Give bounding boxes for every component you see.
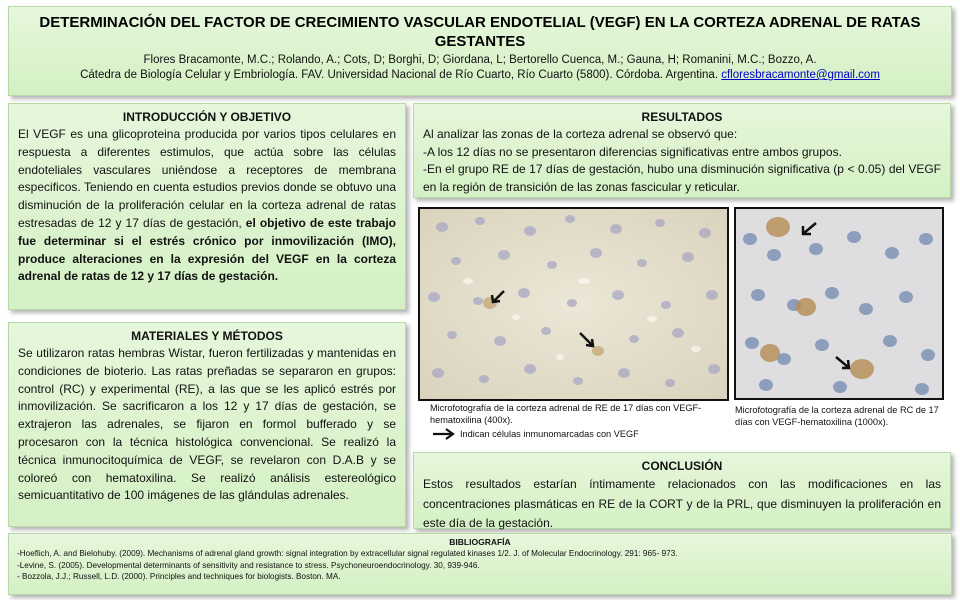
bibliography-item: - Bozzola, J.J.; Russell, L.D. (2000). Principles and techniques for biologists. Boston. MA.	[17, 572, 341, 581]
results-panel	[413, 103, 951, 198]
results-text	[414, 126, 950, 196]
conclusion-text: Estos resultados estarían íntimamente relacionados con las modificaciones en las concentraciones plasmáticas en RE de la CORT y de la PRL, que disminuyen la proliferación en este día de la gestación.	[423, 477, 941, 530]
caption-1000x: Microfotografía de la corteza adrenal de RC de 17 días con VEGF-hematoxilina (1000x).	[735, 405, 939, 427]
poster-title: DETERMINACIÓN DEL FACTOR DE CRECIMIENTO VASCULAR ENDOTELIAL (VEGF) EN LA CORTEZA ADRENAL DE RATAS GESTANTES	[39, 14, 921, 50]
authors: Flores Bracamonte, M.C.; Rolando, A.; Cots, D; Borghi, D; Giordana, L; Bertorello Cuenca, M.; Gauna, H; Romanini, M.C.; Bozzo, A.	[143, 54, 817, 66]
bibliography-heading: BIBLIOGRAFÍA	[449, 537, 511, 547]
arrow-legend-text: Indican células inmunomarcadas con VEGF	[460, 429, 639, 439]
intro-text-plain: El VEGF es una glicoproteina producida por varios tipos celulares en respuesta a diferentes estimulos, que actúa sobre las células endoteliales vasculares uniéndose a receptores de membrana especificos. Teniendo en cuenta estudios previos donde se obtuvo una disminución de la proliferación celular en la corteza adrenal de ratas estresadas de 12 y 17 días de gestación,	[18, 127, 396, 230]
bibliography-item: -Levine, S. (2005). Developmental determinants of sensitivity and resistance to stress. Psychoneuroendocrinology. 30, 939-946.	[17, 560, 480, 570]
bibliography-item: -Hoeflich, A. and Bielohuby. (2009). Mechanisms of adrenal gland growth: signal integration by extracellular signal regulated kinases 1/2. J. of Molecular Endocrinology. 291: 965- 973.	[17, 549, 678, 558]
intro-text	[9, 126, 405, 286]
results-line-2: -A los 12 días no se presentaron diferencias significativas entre ambos grupos.	[423, 144, 842, 159]
micrograph-400x	[418, 207, 729, 401]
affiliation-line	[9, 68, 951, 83]
arrow-icon	[432, 428, 456, 440]
methods-heading: MATERIALES Y MÉTODOS	[131, 329, 283, 343]
conclusion-heading: CONCLUSIÓN	[641, 459, 723, 473]
intro-heading: INTRODUCCIÓN Y OBJETIVO	[122, 110, 292, 124]
methods-text: Se utilizaron ratas hembras Wistar, fueron fertilizadas y mantenidas en condiciones de bioterio. Las ratas preñadas se separaron en grupos: control (RC) y experimental (RE), a las que se les aplicó estrés por inmovilización. Se sacrificaron a los 12 y 17 días de gestación, se extrajeron las adrenales, se fijaron en formol bufferado y se procesaron con la técnica histológica convencional. Se realizó la técnica inmunocitoquímica de VEGF, se revelaron con D.A.B y se coloreó con hematoxilina. Se realizó análisis estereológico semicuantitativo de 100 imágenes de las glándulas adrenales.	[18, 346, 396, 503]
title-panel	[8, 6, 952, 96]
results-line-3: -En el grupo RE de 17 días de gestación, hubo una disminución significativa (p < 0.05) del VEGF en la región de transición de las zonas fascicular y reticular.	[423, 162, 941, 194]
results-heading: RESULTADOS	[641, 110, 723, 124]
conclusion-panel	[413, 452, 951, 529]
bibliography-panel	[8, 533, 952, 595]
micrograph-1000x	[734, 207, 944, 400]
affiliation: Cátedra de Biología Celular y Embriología. FAV. Universidad Nacional de Río Cuarto, Río Cuarto (5800). Córdoba. Argentina.	[80, 69, 719, 81]
email-link[interactable]: cfloresbracamonte@gmail.com	[721, 69, 880, 81]
results-line-1: Al analizar las zonas de la corteza adrenal se observó que:	[423, 127, 738, 141]
arrow-legend	[432, 428, 639, 440]
micrograph-400x-image	[420, 209, 727, 399]
caption-400x: Microfotografía de la corteza adrenal de RE de 17 días con VEGF-hematoxilina (400x).	[430, 403, 702, 425]
intro-objective: el objetivo de este trabajo fue determinar si el estrés crónico por inmovilización (IMO), produce alteraciones en la expresión del VEGF en la corteza adrenal de ratas de 12 y 17 días de gestación.	[18, 215, 397, 284]
micrograph-1000x-image	[736, 209, 942, 398]
methods-panel	[8, 322, 406, 527]
intro-panel	[8, 103, 406, 310]
